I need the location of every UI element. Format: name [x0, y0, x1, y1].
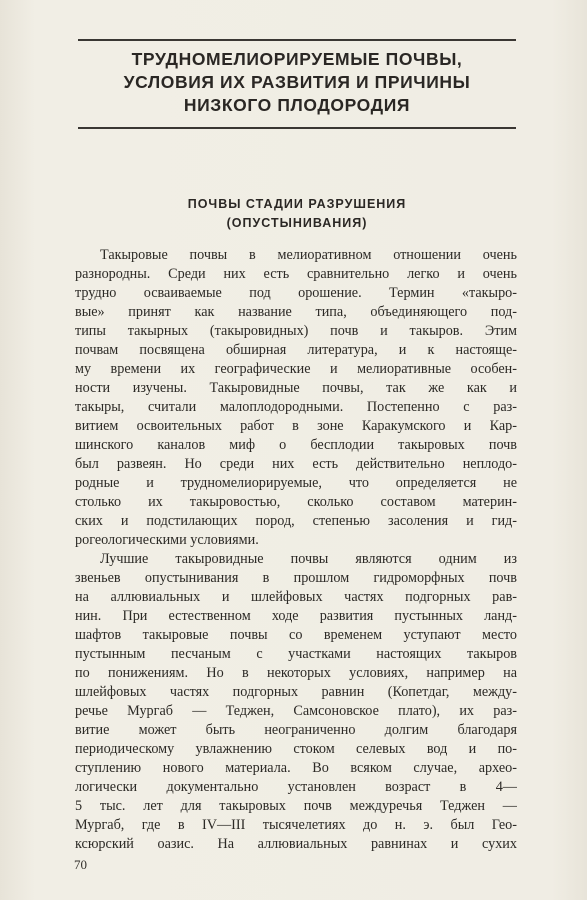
text-line: столько их такыровостью, сколько составом материн- — [75, 494, 517, 510]
text-line: разнородны. Среди них есть сравнительно легко и очень — [75, 266, 517, 282]
text-line: ности изучены. Такыровидные почвы, так же как и — [75, 380, 517, 396]
text-line: ксюрский оазис. На аллювиальных равнинах и сухих — [75, 836, 517, 852]
text-line: ских и подстилающих пород, степенью засоления и гид- — [75, 513, 517, 529]
text-line: шинского каналов миф о бесплодии такыровых почв — [75, 437, 517, 453]
chapter-title-line: НИЗКОГО ПЛОДОРОДИЯ — [183, 95, 411, 115]
text-line: Мургаб, где в IV—III тысячелетиях до н. э. был Гео- — [75, 817, 517, 833]
text-line: периодическому увлажнению стоком селевых вод и по- — [75, 741, 517, 757]
text-line: ступлению нового материала. Во всяком случае, архео- — [75, 760, 517, 776]
chapter-title — [78, 48, 516, 117]
text-line: почвам посвящена обширная литература, и к настояще- — [75, 342, 517, 358]
text-line: витием освоительных работ в зоне Каракумского и Кар- — [75, 418, 517, 434]
text-line: шафтов такыровые почвы со временем уступают место — [75, 627, 517, 643]
page-number: 70 — [74, 857, 87, 872]
text-line: родные и трудномелиорируемые, что определяется не — [75, 475, 517, 491]
section-title — [78, 195, 516, 233]
text-line: нин. При естественном ходе развития пустынных ланд- — [75, 608, 517, 624]
text-line: типы такырных (такыровидных) почв и такыров. Этим — [75, 323, 517, 339]
top-rule — [78, 39, 516, 41]
text-line: пустынным песчаным с участками настоящих такыров — [75, 646, 517, 662]
bottom-rule — [78, 127, 516, 129]
text-line: такыры, считали малоплодородными. Постепенно с раз- — [75, 399, 517, 415]
text-line: по понижениям. Но в некоторых условиях, например на — [75, 665, 517, 681]
chapter-title-line: УСЛОВИЯ ИХ РАЗВИТИЯ И ПРИЧИНЫ — [123, 72, 471, 92]
text-line: был развеян. Но среди них есть действительно неплодо- — [75, 456, 517, 472]
text-line: вые» принят как название типа, объединяющего под- — [75, 304, 517, 320]
text-line: шлейфовых частях подгорных равнин (Копетдаг, между- — [75, 684, 517, 700]
text-line: трудно осваиваемые под орошение. Термин «такыро- — [75, 285, 517, 301]
section-title-line: (ОПУСТЫНИВАНИЯ) — [226, 216, 368, 230]
text-line: рогеологическими условиями. — [75, 532, 259, 548]
text-line: логически документально установлен возраст в 4— — [75, 779, 517, 795]
text-line: му времени их географические и мелиоративные особен- — [75, 361, 517, 377]
chapter-title-line: ТРУДНОМЕЛИОРИРУЕМЫЕ ПОЧВЫ, — [131, 49, 463, 69]
text-line: Лучшие такыровидные почвы являются одним из — [100, 551, 517, 567]
text-line: 5 тыс. лет для такыровых почв междуречья Теджен — — [75, 798, 517, 814]
text-line: речье Мургаб — Теджен, Самсоновское плато), их раз- — [75, 703, 517, 719]
text-line: звеньев опустынивания в прошлом гидроморфных почв — [75, 570, 517, 586]
body-text — [75, 246, 517, 854]
text-line: на аллювиальных и шлейфовых частях подгорных рав- — [75, 589, 517, 605]
text-line: Такыровые почвы в мелиоративном отношении очень — [100, 247, 517, 263]
section-title-line: ПОЧВЫ СТАДИИ РАЗРУШЕНИЯ — [187, 197, 407, 211]
text-line: витие может быть неограниченно долгим благодаря — [75, 722, 517, 738]
